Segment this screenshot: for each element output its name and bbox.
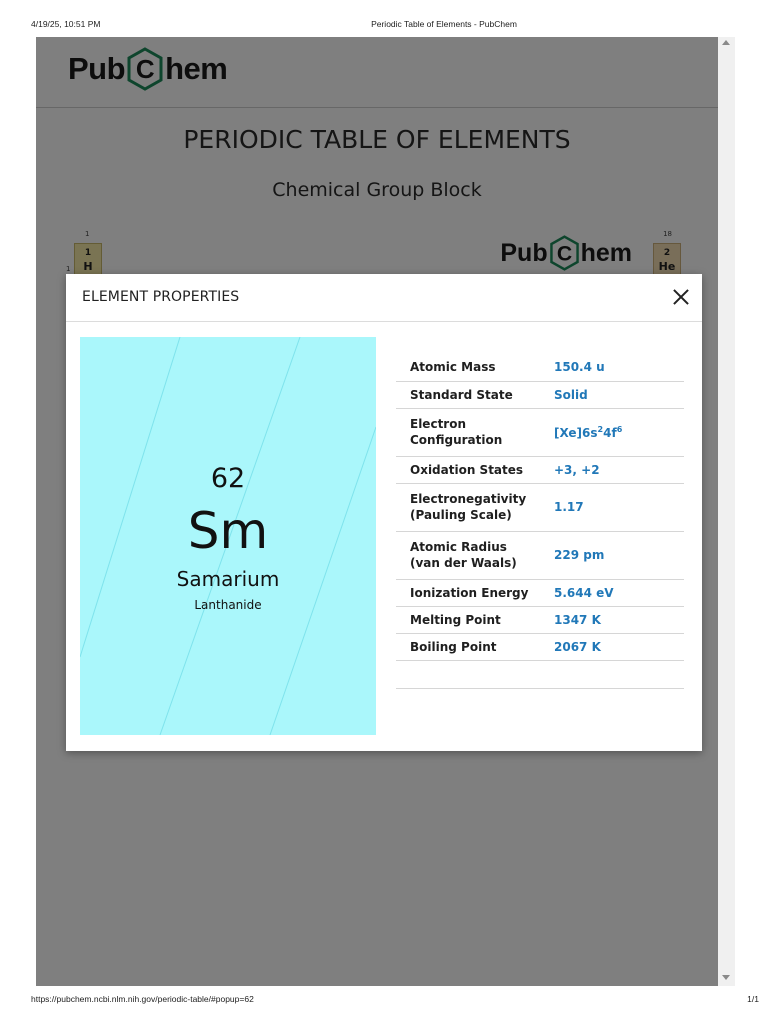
property-label: Atomic Mass bbox=[410, 360, 496, 375]
property-value: Solid bbox=[554, 387, 588, 402]
config-sup-2: 6 bbox=[616, 424, 623, 434]
property-label: Ionization Energy bbox=[410, 585, 529, 600]
table-row bbox=[396, 531, 684, 579]
property-label: Standard State bbox=[410, 387, 513, 402]
property-value: +3, +2 bbox=[554, 462, 600, 477]
table-row bbox=[396, 456, 684, 483]
table-row bbox=[396, 483, 684, 531]
label-line-2: Configuration bbox=[410, 433, 503, 447]
table-row bbox=[396, 633, 684, 660]
property-value: 5.644 eV bbox=[554, 585, 614, 600]
properties-table bbox=[396, 354, 684, 689]
element-category: Lanthanide bbox=[194, 598, 262, 612]
print-page-number: 1/1 bbox=[747, 994, 759, 1004]
element-properties-modal bbox=[66, 274, 702, 751]
table-row bbox=[396, 579, 684, 606]
element-name: Samarium bbox=[176, 567, 280, 591]
print-date: 4/19/25, 10:51 PM bbox=[31, 19, 101, 29]
print-url: https://pubchem.ncbi.nlm.nih.gov/periodic-table/#popup=62 bbox=[31, 994, 254, 1004]
config-sup-1: 2 bbox=[597, 424, 604, 434]
atomic-number: 62 bbox=[210, 463, 246, 494]
property-label bbox=[396, 483, 540, 531]
element-tile bbox=[80, 337, 376, 735]
table-row-empty bbox=[396, 660, 684, 688]
table-row bbox=[396, 408, 684, 456]
config-base: [Xe]6s bbox=[554, 425, 598, 440]
table-row bbox=[396, 606, 684, 633]
label-line-1: Electronegativity bbox=[410, 492, 527, 506]
property-label: Melting Point bbox=[410, 612, 501, 627]
property-label: Boiling Point bbox=[410, 639, 497, 654]
modal-header bbox=[66, 274, 702, 322]
table-row bbox=[396, 354, 684, 381]
property-value: 1347 K bbox=[554, 612, 601, 627]
close-icon[interactable] bbox=[670, 286, 692, 308]
property-label bbox=[396, 408, 540, 456]
label-line-1: Electron bbox=[410, 417, 467, 431]
property-value: 2067 K bbox=[554, 639, 601, 654]
vertical-scrollbar[interactable] bbox=[718, 37, 735, 986]
property-value: 1.17 bbox=[554, 500, 584, 514]
element-symbol: Sm bbox=[187, 502, 269, 560]
print-title: Periodic Table of Elements - PubChem bbox=[371, 19, 517, 29]
label-line-2: (Pauling Scale) bbox=[410, 508, 512, 522]
scroll-up-arrow-icon[interactable] bbox=[722, 40, 730, 45]
property-value bbox=[540, 408, 684, 456]
table-row bbox=[396, 381, 684, 408]
modal-title: ELEMENT PROPERTIES bbox=[82, 289, 240, 305]
config-mid: 4f bbox=[603, 425, 617, 440]
property-label bbox=[396, 531, 540, 579]
property-value: 229 pm bbox=[554, 548, 605, 562]
label-line-2: (van der Waals) bbox=[410, 556, 517, 570]
property-label: Oxidation States bbox=[410, 462, 524, 477]
label-line-1: Atomic Radius bbox=[410, 540, 507, 554]
scroll-down-arrow-icon[interactable] bbox=[722, 975, 730, 980]
property-value: 150.4 u bbox=[554, 360, 605, 375]
